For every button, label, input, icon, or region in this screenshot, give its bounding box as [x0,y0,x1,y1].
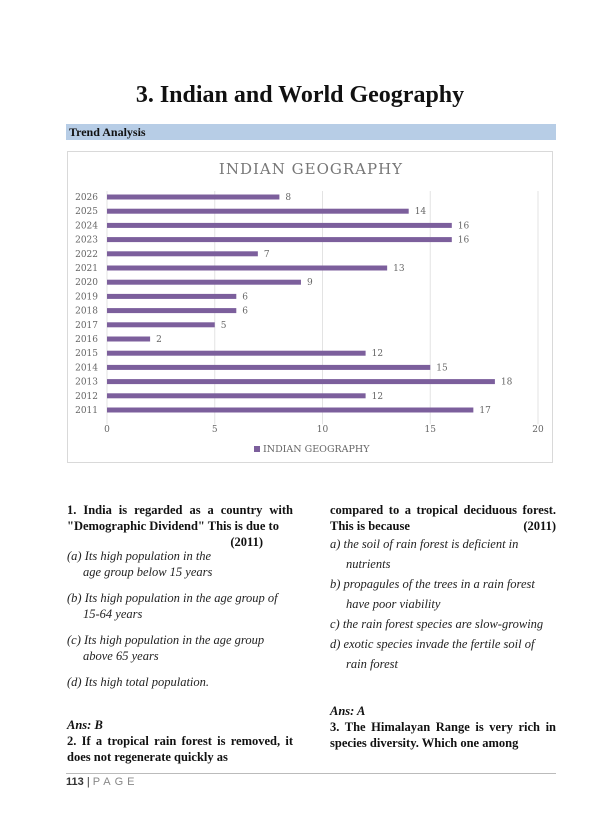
y-tick-label: 2014 [75,363,98,374]
question-1-text: 1. India is regarded as a country with "Demographic Dividend" This is due to [67,503,293,533]
data-label: 18 [500,377,513,388]
bar [107,209,409,214]
data-label: 7 [263,249,270,260]
y-tick-label: 2017 [75,320,98,331]
right-column [330,502,556,751]
x-tick-label: 0 [104,425,110,435]
bar [107,308,236,313]
data-label: 8 [285,193,292,203]
bar [107,408,473,413]
question-2-continued [330,502,556,534]
chart-container [67,151,553,463]
bar [107,393,366,398]
footer-separator: | [86,776,90,788]
x-tick-label: 20 [532,425,544,435]
question-3: 3. The Himalayan Range is very rich in species diversity. Which one among [330,720,556,750]
question-2-text: compared to a tropical deciduous forest. This is because [330,503,556,533]
question-2-year: (2011) [523,519,556,533]
x-tick-label: 5 [211,425,218,435]
left-column [67,502,293,765]
bar [107,379,495,384]
y-tick-label: 2024 [75,221,98,232]
bar [107,337,150,342]
bar [107,251,258,256]
bar [107,365,430,370]
option-d: d) exotic species invade the fertile soil of rain forest [330,637,535,671]
y-tick-label: 2019 [75,292,98,303]
y-tick-label: 2023 [75,235,98,246]
data-label: 17 [479,406,491,416]
bar [107,351,366,356]
y-tick-label: 2020 [75,278,98,289]
y-tick-label: 2015 [75,349,98,360]
data-label: 14 [414,207,427,218]
bar [107,237,452,242]
data-label: 12 [371,391,384,402]
data-label: 16 [457,235,470,246]
option-d: (d) Its high total population. [67,675,210,689]
question-1-year: (2011) [230,535,263,549]
y-tick-label: 2022 [75,249,98,260]
section-heading: Trend Analysis [66,124,556,140]
data-label: 16 [457,221,470,232]
option-a: a) the soil of rain forest is deficient in nutrients [330,537,519,571]
page-title: 3. Indian and World Geography [135,82,465,108]
y-tick-label: 2011 [75,406,98,416]
data-label: 6 [242,292,249,303]
y-tick-label: 2021 [75,264,98,274]
y-tick-label: 2012 [75,391,98,402]
data-label: 15 [436,363,448,374]
chart-title: INDIAN GEOGRAPHY [218,160,404,178]
question-1 [67,502,293,549]
bar [107,280,301,285]
page-number: 113 [66,776,84,788]
data-label: 13 [393,264,405,274]
data-label: 2 [156,335,162,345]
option-a: (a) Its high population in the age group below 15 years [67,549,213,579]
data-label: 6 [242,306,249,317]
y-tick-label: 2013 [75,377,98,388]
bar [107,266,387,271]
option-b: (b) Its high population in the age group of 15-64 years [67,591,278,621]
bar [107,223,452,228]
bar-chart [68,152,554,464]
page-footer [66,773,556,788]
data-label: 9 [306,278,313,289]
answer-1: Ans: B [67,718,103,732]
legend-swatch [254,446,260,452]
data-label: 5 [220,320,227,331]
answer-2: Ans: A [330,704,366,718]
y-tick-label: 2018 [75,306,98,317]
x-tick-label: 15 [424,425,436,435]
question-2-start: 2. If a tropical rain forest is removed, it does not regenerate quickly as [67,734,293,764]
bar [107,294,236,299]
option-c: c) the rain forest species are slow-growing [330,617,544,631]
data-label: 12 [371,349,384,360]
y-tick-label: 2025 [75,207,98,218]
bar [107,322,215,327]
option-c: (c) Its high population in the age group above 65 years [67,633,265,663]
x-tick-label: 10 [316,425,329,435]
footer-page-word: PAGE [92,776,139,788]
y-tick-label: 2026 [75,193,98,203]
y-tick-label: 2016 [75,335,98,345]
legend-label: INDIAN GEOGRAPHY [263,444,370,455]
option-b: b) propagules of the trees in a rain forest have poor viability [330,577,535,611]
bar [107,195,279,200]
